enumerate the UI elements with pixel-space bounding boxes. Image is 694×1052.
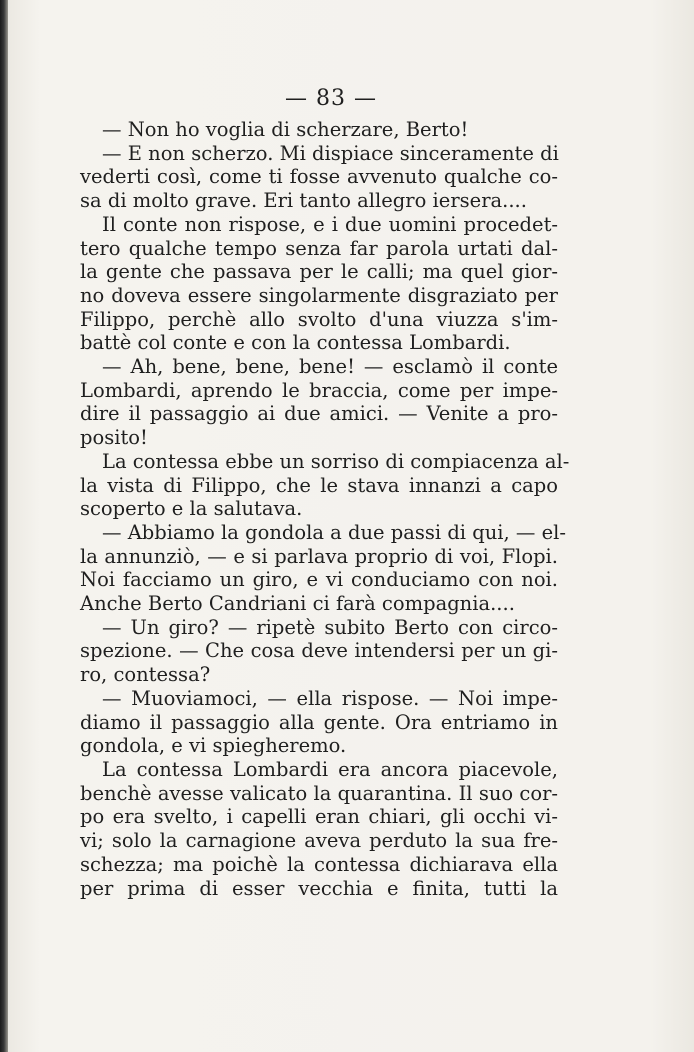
text-line: la annunziò, — e si parlava proprio di voi, Flopi.: [80, 544, 558, 568]
text-line: po era svelto, i capelli eran chiari, gli occhi vi-: [80, 805, 558, 829]
page-binding-edge: [0, 0, 8, 1052]
text-line: tero qualche tempo senza far parola urtati dal-: [80, 236, 558, 260]
text-line: posito!: [80, 426, 148, 450]
page-number: — 83 —: [285, 86, 377, 111]
text-line: schezza; ma poichè la contessa dichiarava ella: [80, 852, 558, 876]
text-line: Anche Berto Candriani ci farà compagnia....: [80, 592, 515, 616]
text-line: la gente che passava per le calli; ma quel gior-: [80, 260, 558, 284]
text-line: spezione. — Che cosa deve intendersi per un gi-: [80, 639, 558, 663]
text-line: no doveva essere singolarmente disgraziato per: [80, 283, 558, 307]
text-line: dire il passaggio ai due amici. — Venite a pro-: [80, 402, 558, 426]
text-line: — Muoviamoci, — ella rispose. — Noi impe-: [102, 686, 558, 710]
text-line: Noi facciamo un giro, e vi conduciamo con noi.: [80, 568, 558, 592]
text-line: vi; solo la carnagione aveva perduto la sua fre-: [80, 829, 558, 853]
text-line: La contessa Lombardi era ancora piacevole,: [102, 757, 558, 781]
text-line: la vista di Filippo, che le stava innanzi a capo: [80, 473, 558, 497]
text-line: Lombardi, aprendo le braccia, come per impe-: [80, 378, 558, 402]
text-line: gondola, e vi spiegheremo.: [80, 734, 347, 758]
text-line: scoperto e la salutava.: [80, 497, 303, 521]
text-line: sa di molto grave. Eri tanto allegro iersera....: [80, 189, 527, 213]
text-line: diamo il passaggio alla gente. Ora entriamo in: [80, 710, 558, 734]
text-line: La contessa ebbe un sorriso di compiacenza al-: [102, 449, 570, 473]
body-text: [80, 118, 570, 900]
text-line: per prima di esser vecchia e finita, tutti la: [80, 876, 558, 900]
text-line: — Non ho voglia di scherzare, Berto!: [102, 118, 469, 141]
text-line: — E non scherzo. Mi dispiace sinceramente di: [102, 141, 559, 165]
text-line: vederti così, come ti fosse avvenuto qualche co-: [80, 165, 558, 189]
text-line: Filippo, perchè allo svolto d'una viuzza s'im-: [80, 307, 558, 331]
text-line: — Un giro? — ripetè subito Berto con circo-: [102, 615, 558, 639]
text-line: — Ah, bene, bene, bene! — esclamò il conte: [102, 355, 558, 379]
text-line: Il conte non rispose, e i due uomini procedet-: [102, 212, 558, 236]
text-line: ro, contessa?: [80, 663, 211, 687]
text-line: — Abbiamo la gondola a due passi di qui, — el-: [102, 520, 566, 544]
text-line: battè col conte e con la contessa Lombardi.: [80, 331, 511, 355]
text-line: benchè avesse valicato la quarantina. Il suo cor-: [80, 781, 558, 805]
